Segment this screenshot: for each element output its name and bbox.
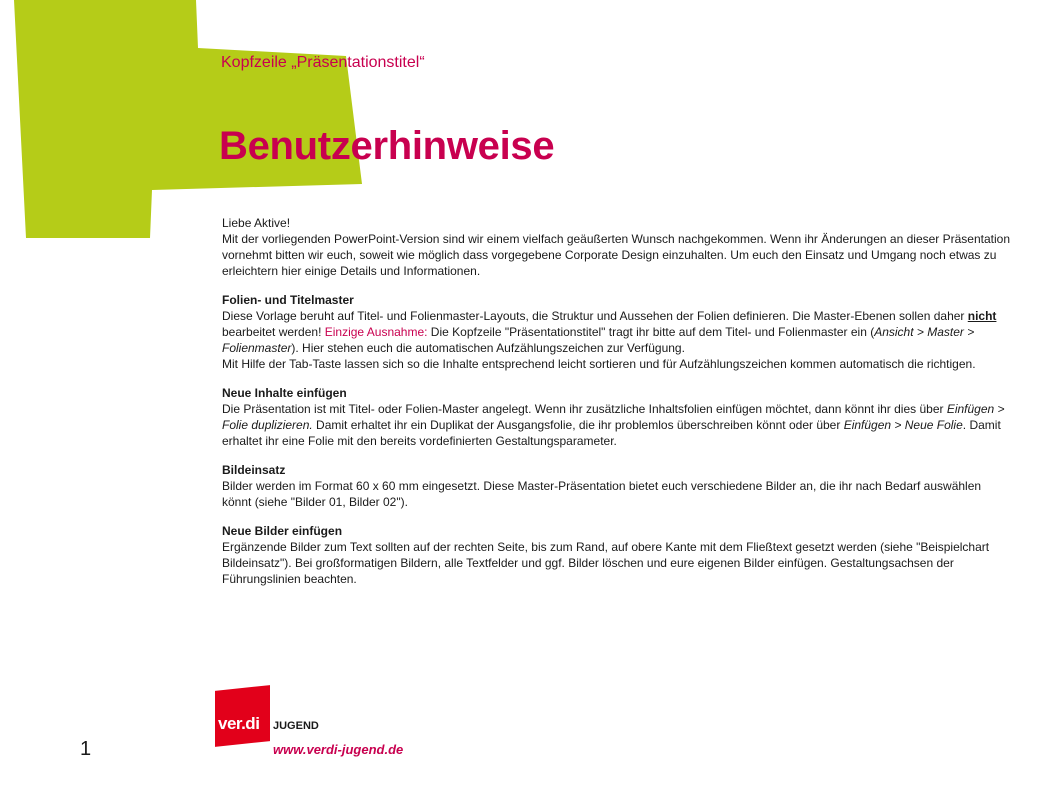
- intro-text: Mit der vorliegenden PowerPoint-Version sind wir einem vielfach geäußerten Wunsch nachgekommen. Wenn ihr Änderungen an dieser Präsentation vornehmt bitten wir euch, soweit wie möglich dass vorgegebene Corporate Design einzuhalten. Um euch den Einsatz und Umgang noch etwas zu erleichtern hier einige Details und Informationen.: [222, 232, 1010, 278]
- section-text: Diese Vorlage beruht auf Titel- und Folienmaster-Layouts, die Struktur und Aussehen der Folien definieren. Die Master-Ebenen sollen daher: [222, 309, 968, 323]
- section-heading: Folien- und Titelmaster: [222, 293, 354, 307]
- logo-url: www.verdi-jugend.de: [273, 742, 404, 757]
- section-text: Bilder werden im Format 60 x 60 mm eingesetzt. Diese Master-Präsentation bietet euch verschiedene Bilder an, die ihr nach Bedarf auswählen könnt (siehe "Bilder 01, Bilder 02").: [222, 479, 982, 509]
- slide-title: Benutzerhinweise: [219, 124, 555, 168]
- section-text: Mit Hilfe der Tab-Taste lassen sich so die Inhalte entsprechend leicht sortieren und für Aufzählungszeichen kommen automatisch die richtigen.: [222, 357, 976, 371]
- menu-path: Einfügen > Folie duplizieren.: [222, 402, 1005, 432]
- verdi-jugend-logo: [215, 688, 415, 758]
- menu-path: Ansicht > Master > Folienmaster: [222, 325, 975, 355]
- intro-paragraph: [222, 215, 1012, 279]
- lime-shape: [14, 0, 362, 238]
- highlight-ausnahme: Einzige Ausnahme:: [324, 325, 428, 339]
- section-heading: Neue Bilder einfügen: [222, 524, 343, 538]
- section-folienmaster: [222, 292, 1012, 372]
- section-text: Die Kopfzeile "Präsentationstitel" tragt ihr bitte auf dem Titel- und Folienmaster ein (: [427, 325, 875, 339]
- body-text: [222, 215, 1012, 600]
- section-heading: Bildeinsatz: [222, 463, 286, 477]
- slide-number: 1: [80, 738, 92, 760]
- section-bildeinsatz: [222, 462, 1012, 510]
- section-text: Die Präsentation ist mit Titel- oder Folien-Master angelegt. Wenn ihr zusätzliche Inhaltsfolien einfügen möchtet, dann könnt ihr dies über: [222, 402, 947, 416]
- section-text: Damit erhaltet ihr ein Duplikat der Ausgangsfolie, die ihr problemlos überschreiben könnt oder über: [312, 418, 844, 432]
- section-neue-inhalte: [222, 385, 1012, 449]
- menu-path: Einfügen > Neue Folie: [843, 418, 963, 432]
- section-text: bearbeitet werden!: [222, 325, 325, 339]
- section-text: ). Hier stehen euch die automatischen Aufzählungszeichen zur Verfügung.: [291, 341, 685, 355]
- lime-corner-shape: [0, 0, 362, 240]
- verdi-wordmark: ver.di: [218, 714, 260, 733]
- intro-greeting: Liebe Aktive!: [222, 216, 291, 230]
- section-text: . Damit erhaltet ihr eine Folie mit den bereits vordefinierten Gestaltungsparameter.: [222, 418, 1001, 448]
- section-neue-bilder: [222, 523, 1012, 587]
- section-heading: Neue Inhalte einfügen: [222, 386, 347, 400]
- header-line: Kopfzeile „Präsentationstitel“: [221, 54, 425, 71]
- section-text: Ergänzende Bilder zum Text sollten auf der rechten Seite, bis zum Rand, auf obere Kante mit dem Fließtext gesetzt werden (siehe "Beispielchart Bildeinsatz"). Bei großformatigen Bildern, alle Textfelder und ggf. Bilder löschen und eure eigenen Bilder einfügen. Gestaltungsachsen der Führungslinien beachten.: [222, 540, 990, 586]
- emphasis-nicht: nicht: [967, 309, 997, 323]
- jugend-wordmark: JUGEND: [273, 720, 319, 732]
